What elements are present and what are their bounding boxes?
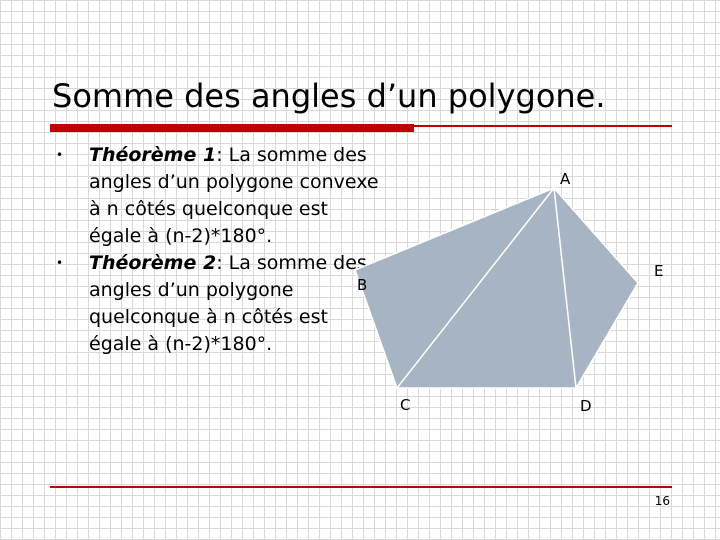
- footer-rule: [50, 486, 672, 488]
- vertex-label-c: C: [400, 396, 411, 414]
- vertex-label-b: B: [357, 276, 368, 294]
- slide-title: Somme des angles d’un polygone.: [52, 77, 606, 115]
- vertex-label-e: E: [654, 262, 664, 280]
- theorem-1-name: Théorème 1: [89, 144, 217, 166]
- vertex-label-d: D: [580, 397, 592, 415]
- theorem-2-text: : La somme des angles d’un polygone quelconque à n côtés est égale à (n-2)*180°.: [89, 252, 367, 355]
- bullet-icon: •: [56, 148, 64, 162]
- theorem-1-text: : La somme des angles d’un polygone convexe à n côtés quelconque est égale à (n-2)*180°.: [89, 144, 379, 247]
- bullet-icon: •: [56, 256, 64, 270]
- vertex-label-a: A: [560, 170, 571, 188]
- theorem-2-name: Théorème 2: [89, 252, 217, 274]
- pentagon-shape: [355, 188, 638, 388]
- slide-number: 16: [654, 494, 670, 508]
